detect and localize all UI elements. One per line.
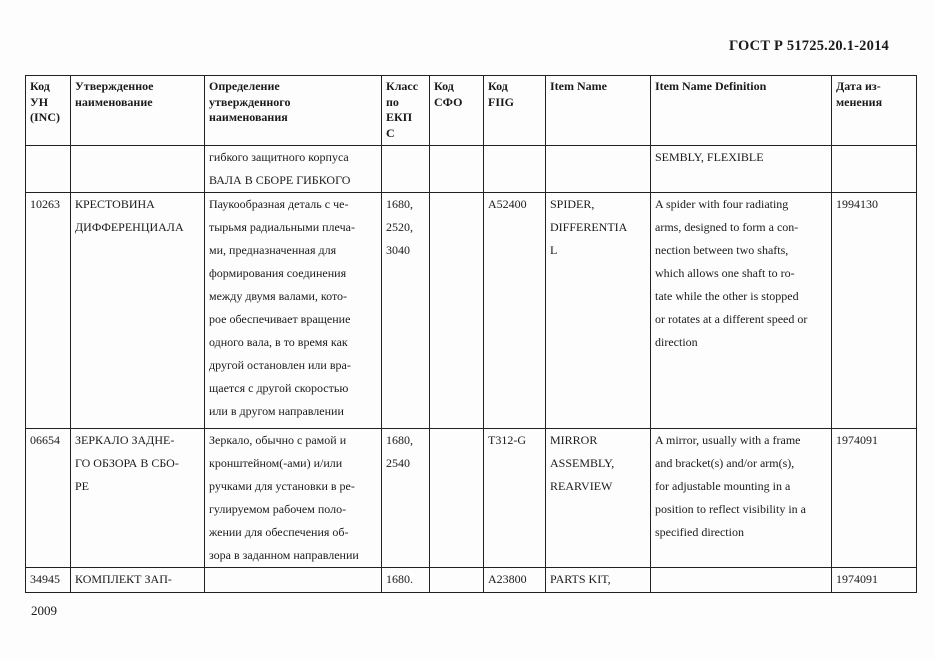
cell-item-name [546,146,651,193]
catalog-table [25,75,917,593]
cell-date: 1974091 [832,568,917,593]
cell-date: 1974091 [832,429,917,568]
cell-item-name: SPIDER, DIFFERENTIA L [546,193,651,429]
cell-class: 1680, 2540 [382,429,430,568]
cell-inc: 34945 [26,568,71,593]
table-row [26,193,917,429]
cell-sfo [430,568,484,593]
cell-date [832,146,917,193]
cell-name [71,146,205,193]
cell-name: КРЕСТОВИНА ДИФФЕРЕНЦИАЛА [71,193,205,429]
header-class: Класс по ЕКП С [382,76,430,146]
cell-definition: Паукообразная деталь с че- тырьмя радиальными плеча- ми, предназначенная для формирования соединения между двумя валами, кото- рое обеспечивает вращение одного вала, в то время как другой остановлен или вра- щается с другой скоростью или в другом направлении [205,193,382,429]
cell-item-definition: SEMBLY, FLEXIBLE [651,146,832,193]
header-inc: Код УН (INC) [26,76,71,146]
document-standard-number: ГОСТ Р 51725.20.1-2014 [728,38,889,54]
header-definition: Определение утвержденного наименования [205,76,382,146]
cell-class: 1680, 2520, 3040 [382,193,430,429]
table-row [26,429,917,568]
cell-fiig: A52400 [484,193,546,429]
cell-fiig [484,146,546,193]
table-header-row [26,76,917,146]
cell-sfo [430,429,484,568]
cell-definition [205,568,382,593]
cell-date: 1994130 [832,193,917,429]
cell-sfo [430,193,484,429]
cell-inc: 10263 [26,193,71,429]
cell-class [382,146,430,193]
cell-item-definition [651,568,832,593]
cell-definition: Зеркало, обычно с рамой и кронштейном(-ами) и/или ручками для установки в ре- гулируемом рабочем поло- жении для обеспечения об- зора в заданном направлении [205,429,382,568]
table-row-continuation [26,146,917,193]
cell-item-definition: A spider with four radiating arms, designed to form a con- nection between two shafts, which allows one shaft to ro- tate while the other is stopped or rotates at a different speed or direction [651,193,832,429]
header-approved-name: Утвержденное наименование [71,76,205,146]
cell-item-definition: A mirror, usually with a frame and bracket(s) and/or arm(s), for adjustable mounting in a position to reflect visibility in a specified direction [651,429,832,568]
cell-fiig: T312-G [484,429,546,568]
header-item-name-definition: Item Name Definition [651,76,832,146]
header-sfo: Код СФО [430,76,484,146]
cell-item-name: PARTS KIT, [546,568,651,593]
cell-name: КОМПЛЕКТ ЗАП- [71,568,205,593]
cell-definition: гибкого защитного корпуса ВАЛА В СБОРЕ ГИБКОГО [205,146,382,193]
header-change-date: Дата из- менения [832,76,917,146]
header-fiig: Код FIIG [484,76,546,146]
table-row [26,568,917,593]
cell-sfo [430,146,484,193]
page-number: 2009 [31,603,57,618]
cell-class: 1680. [382,568,430,593]
cell-item-name: MIRROR ASSEMBLY, REARVIEW [546,429,651,568]
cell-inc: 06654 [26,429,71,568]
header-item-name: Item Name [546,76,651,146]
cell-inc [26,146,71,193]
cell-name: ЗЕРКАЛО ЗАДНЕ- ГО ОБЗОРА В СБО- РЕ [71,429,205,568]
cell-fiig: A23800 [484,568,546,593]
